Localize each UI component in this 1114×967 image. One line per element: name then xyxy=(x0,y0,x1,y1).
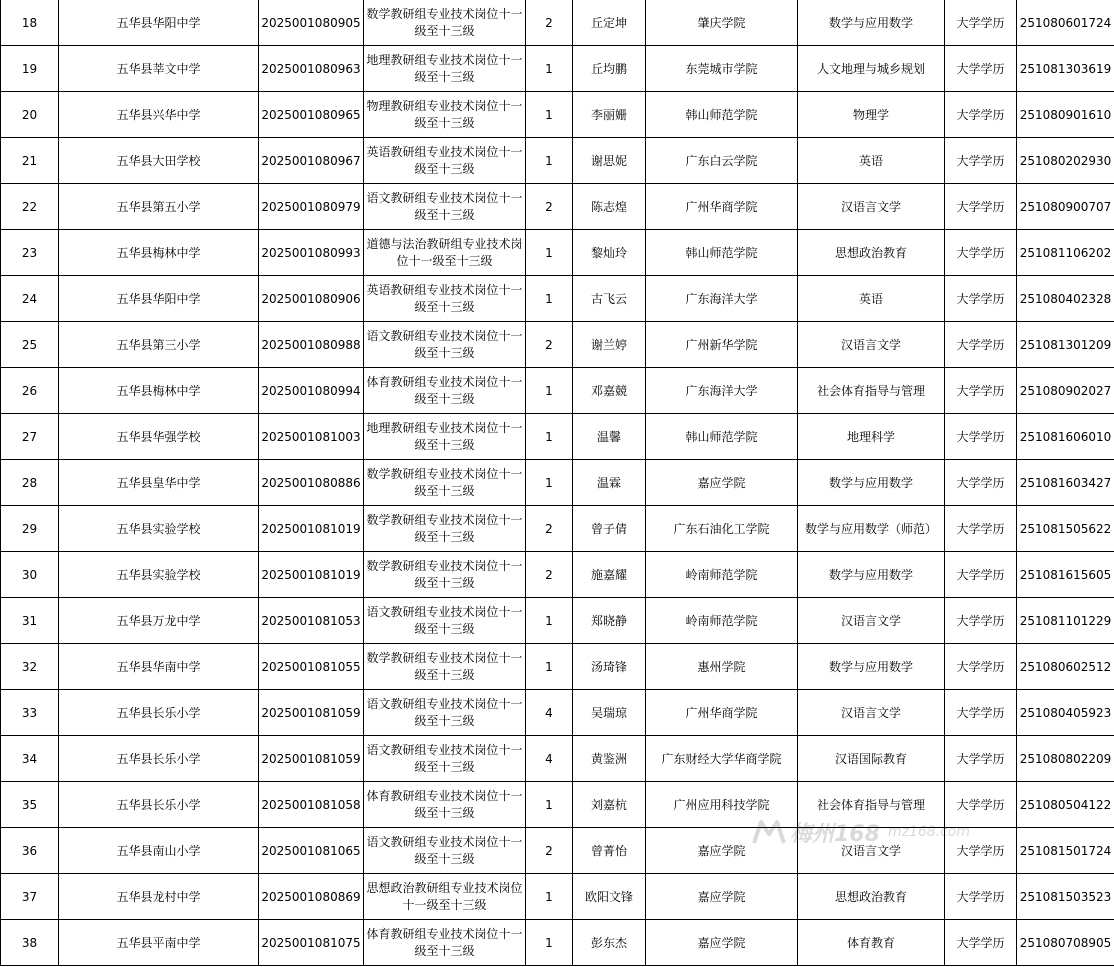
major-cell: 物理学 xyxy=(798,92,945,138)
position-code-cell: 2025001080988 xyxy=(259,322,364,368)
table-row xyxy=(1,782,1114,828)
university-cell: 广东海洋大学 xyxy=(646,368,798,414)
major-cell: 英语 xyxy=(798,138,945,184)
school-cell: 五华县兴华中学 xyxy=(59,92,259,138)
table-row xyxy=(1,46,1114,92)
position-name-cell: 物理教研组专业技术岗位十一级至十三级 xyxy=(364,92,526,138)
education-cell: 大学学历 xyxy=(945,874,1017,920)
row-index-cell: 35 xyxy=(1,782,59,828)
university-cell: 韩山师范学院 xyxy=(646,92,798,138)
education-cell: 大学学历 xyxy=(945,736,1017,782)
row-index-cell: 29 xyxy=(1,506,59,552)
row-index-cell: 18 xyxy=(1,0,59,46)
education-cell: 大学学历 xyxy=(945,368,1017,414)
quota-cell: 2 xyxy=(526,552,573,598)
major-cell: 思想政治教育 xyxy=(798,230,945,276)
table-row xyxy=(1,598,1114,644)
school-cell: 五华县南山小学 xyxy=(59,828,259,874)
education-cell: 大学学历 xyxy=(945,552,1017,598)
position-name-cell: 数学教研组专业技术岗位十一级至十三级 xyxy=(364,644,526,690)
candidate-name-cell: 谢兰婷 xyxy=(573,322,646,368)
position-code-cell: 2025001080979 xyxy=(259,184,364,230)
exam-number-cell: 251081106202 xyxy=(1017,230,1114,276)
education-cell: 大学学历 xyxy=(945,414,1017,460)
position-name-cell: 地理教研组专业技术岗位十一级至十三级 xyxy=(364,414,526,460)
position-name-cell: 英语教研组专业技术岗位十一级至十三级 xyxy=(364,138,526,184)
university-cell: 嘉应学院 xyxy=(646,874,798,920)
exam-number-cell: 251080602512 xyxy=(1017,644,1114,690)
row-index-cell: 34 xyxy=(1,736,59,782)
row-index-cell: 26 xyxy=(1,368,59,414)
university-cell: 广州华商学院 xyxy=(646,690,798,736)
position-code-cell: 2025001080886 xyxy=(259,460,364,506)
candidate-name-cell: 邓嘉競 xyxy=(573,368,646,414)
exam-number-cell: 251081501724 xyxy=(1017,828,1114,874)
school-cell: 五华县实验学校 xyxy=(59,552,259,598)
candidate-name-cell: 黎灿玲 xyxy=(573,230,646,276)
exam-number-cell: 251080901610 xyxy=(1017,92,1114,138)
school-cell: 五华县实验学校 xyxy=(59,506,259,552)
university-cell: 岭南师范学院 xyxy=(646,552,798,598)
university-cell: 广州新华学院 xyxy=(646,322,798,368)
exam-number-cell: 251080708905 xyxy=(1017,920,1114,966)
candidate-name-cell: 汤琦锋 xyxy=(573,644,646,690)
school-cell: 五华县长乐小学 xyxy=(59,782,259,828)
major-cell: 汉语言文学 xyxy=(798,598,945,644)
school-cell: 五华县华阳中学 xyxy=(59,0,259,46)
exam-number-cell: 251081503523 xyxy=(1017,874,1114,920)
education-cell: 大学学历 xyxy=(945,828,1017,874)
school-cell: 五华县万龙中学 xyxy=(59,598,259,644)
school-cell: 五华县平南中学 xyxy=(59,920,259,966)
major-cell: 数学与应用数学（师范） xyxy=(798,506,945,552)
candidate-name-cell: 施嘉耀 xyxy=(573,552,646,598)
position-code-cell: 2025001081058 xyxy=(259,782,364,828)
row-index-cell: 27 xyxy=(1,414,59,460)
position-code-cell: 2025001080965 xyxy=(259,92,364,138)
row-index-cell: 20 xyxy=(1,92,59,138)
education-cell: 大学学历 xyxy=(945,460,1017,506)
candidate-name-cell: 吴瑞琼 xyxy=(573,690,646,736)
candidate-name-cell: 欧阳文锋 xyxy=(573,874,646,920)
table-row xyxy=(1,460,1114,506)
university-cell: 岭南师范学院 xyxy=(646,598,798,644)
education-cell: 大学学历 xyxy=(945,92,1017,138)
row-index-cell: 36 xyxy=(1,828,59,874)
position-code-cell: 2025001081019 xyxy=(259,552,364,598)
exam-number-cell: 251081606010 xyxy=(1017,414,1114,460)
row-index-cell: 38 xyxy=(1,920,59,966)
exam-number-cell: 251080902027 xyxy=(1017,368,1114,414)
table-row xyxy=(1,92,1114,138)
university-cell: 肇庆学院 xyxy=(646,0,798,46)
quota-cell: 1 xyxy=(526,782,573,828)
exam-number-cell: 251080802209 xyxy=(1017,736,1114,782)
position-code-cell: 2025001081053 xyxy=(259,598,364,644)
watermark-url: mz168.com xyxy=(887,824,970,840)
position-code-cell: 2025001081019 xyxy=(259,506,364,552)
university-cell: 嘉应学院 xyxy=(646,828,798,874)
quota-cell: 1 xyxy=(526,276,573,322)
candidate-name-cell: 丘定坤 xyxy=(573,0,646,46)
school-cell: 五华县梅林中学 xyxy=(59,230,259,276)
quota-cell: 1 xyxy=(526,92,573,138)
position-name-cell: 道德与法治教研组专业技术岗位十一级至十三级 xyxy=(364,230,526,276)
quota-cell: 2 xyxy=(526,506,573,552)
education-cell: 大学学历 xyxy=(945,782,1017,828)
quota-cell: 1 xyxy=(526,644,573,690)
university-cell: 广东石油化工学院 xyxy=(646,506,798,552)
position-name-cell: 体育教研组专业技术岗位十一级至十三级 xyxy=(364,782,526,828)
major-cell: 数学与应用数学 xyxy=(798,552,945,598)
major-cell: 社会体育指导与管理 xyxy=(798,782,945,828)
candidate-name-cell: 谢思妮 xyxy=(573,138,646,184)
position-name-cell: 数学教研组专业技术岗位十一级至十三级 xyxy=(364,552,526,598)
position-code-cell: 2025001081055 xyxy=(259,644,364,690)
school-cell: 五华县长乐小学 xyxy=(59,690,259,736)
exam-number-cell: 251080601724 xyxy=(1017,0,1114,46)
quota-cell: 1 xyxy=(526,368,573,414)
position-name-cell: 数学教研组专业技术岗位十一级至十三级 xyxy=(364,0,526,46)
row-index-cell: 22 xyxy=(1,184,59,230)
position-code-cell: 2025001080967 xyxy=(259,138,364,184)
table-row xyxy=(1,644,1114,690)
table-row xyxy=(1,230,1114,276)
watermark-text: 梅州168 xyxy=(790,821,880,847)
education-cell: 大学学历 xyxy=(945,920,1017,966)
position-name-cell: 体育教研组专业技术岗位十一级至十三级 xyxy=(364,368,526,414)
quota-cell: 4 xyxy=(526,736,573,782)
table-row xyxy=(1,874,1114,920)
quota-cell: 1 xyxy=(526,414,573,460)
exam-number-cell: 251080202930 xyxy=(1017,138,1114,184)
position-name-cell: 思想政治教研组专业技术岗位十一级至十三级 xyxy=(364,874,526,920)
candidate-name-cell: 曾子倩 xyxy=(573,506,646,552)
education-cell: 大学学历 xyxy=(945,0,1017,46)
candidate-name-cell: 彭东杰 xyxy=(573,920,646,966)
table-row xyxy=(1,368,1114,414)
university-cell: 韩山师范学院 xyxy=(646,414,798,460)
position-code-cell: 2025001081059 xyxy=(259,736,364,782)
table-row xyxy=(1,828,1114,874)
education-cell: 大学学历 xyxy=(945,506,1017,552)
row-index-cell: 32 xyxy=(1,644,59,690)
major-cell: 数学与应用数学 xyxy=(798,644,945,690)
quota-cell: 1 xyxy=(526,460,573,506)
university-cell: 韩山师范学院 xyxy=(646,230,798,276)
candidate-name-cell: 古飞云 xyxy=(573,276,646,322)
university-cell: 广东白云学院 xyxy=(646,138,798,184)
position-name-cell: 地理教研组专业技术岗位十一级至十三级 xyxy=(364,46,526,92)
university-cell: 广东海洋大学 xyxy=(646,276,798,322)
exam-number-cell: 251081615605 xyxy=(1017,552,1114,598)
position-code-cell: 2025001081003 xyxy=(259,414,364,460)
candidate-name-cell: 李丽姗 xyxy=(573,92,646,138)
table-row xyxy=(1,0,1114,46)
exam-number-cell: 251080405923 xyxy=(1017,690,1114,736)
exam-number-cell: 251080900707 xyxy=(1017,184,1114,230)
education-cell: 大学学历 xyxy=(945,322,1017,368)
quota-cell: 2 xyxy=(526,828,573,874)
school-cell: 五华县第五小学 xyxy=(59,184,259,230)
university-cell: 广州应用科技学院 xyxy=(646,782,798,828)
position-code-cell: 2025001081065 xyxy=(259,828,364,874)
position-name-cell: 体育教研组专业技术岗位十一级至十三级 xyxy=(364,920,526,966)
quota-cell: 1 xyxy=(526,138,573,184)
university-cell: 嘉应学院 xyxy=(646,460,798,506)
row-index-cell: 28 xyxy=(1,460,59,506)
row-index-cell: 25 xyxy=(1,322,59,368)
row-index-cell: 37 xyxy=(1,874,59,920)
education-cell: 大学学历 xyxy=(945,690,1017,736)
position-name-cell: 语文教研组专业技术岗位十一级至十三级 xyxy=(364,690,526,736)
position-name-cell: 语文教研组专业技术岗位十一级至十三级 xyxy=(364,828,526,874)
candidate-name-cell: 陈志煌 xyxy=(573,184,646,230)
position-code-cell: 2025001080906 xyxy=(259,276,364,322)
position-code-cell: 2025001080869 xyxy=(259,874,364,920)
quota-cell: 1 xyxy=(526,874,573,920)
position-name-cell: 英语教研组专业技术岗位十一级至十三级 xyxy=(364,276,526,322)
school-cell: 五华县莘文中学 xyxy=(59,46,259,92)
position-code-cell: 2025001080993 xyxy=(259,230,364,276)
major-cell: 数学与应用数学 xyxy=(798,0,945,46)
university-cell: 东莞城市学院 xyxy=(646,46,798,92)
university-cell: 广东财经大学华商学院 xyxy=(646,736,798,782)
school-cell: 五华县龙村中学 xyxy=(59,874,259,920)
school-cell: 五华县第三小学 xyxy=(59,322,259,368)
position-code-cell: 2025001080994 xyxy=(259,368,364,414)
position-code-cell: 2025001080905 xyxy=(259,0,364,46)
major-cell: 汉语言文学 xyxy=(798,690,945,736)
education-cell: 大学学历 xyxy=(945,138,1017,184)
quota-cell: 2 xyxy=(526,322,573,368)
row-index-cell: 24 xyxy=(1,276,59,322)
position-code-cell: 2025001081059 xyxy=(259,690,364,736)
table-row xyxy=(1,414,1114,460)
table-row xyxy=(1,552,1114,598)
school-cell: 五华县华南中学 xyxy=(59,644,259,690)
major-cell: 汉语言文学 xyxy=(798,322,945,368)
quota-cell: 1 xyxy=(526,920,573,966)
exam-number-cell: 251080402328 xyxy=(1017,276,1114,322)
table-row xyxy=(1,690,1114,736)
position-name-cell: 语文教研组专业技术岗位十一级至十三级 xyxy=(364,322,526,368)
row-index-cell: 19 xyxy=(1,46,59,92)
exam-number-cell: 251080504122 xyxy=(1017,782,1114,828)
table-row xyxy=(1,138,1114,184)
university-cell: 嘉应学院 xyxy=(646,920,798,966)
quota-cell: 1 xyxy=(526,230,573,276)
education-cell: 大学学历 xyxy=(945,46,1017,92)
candidate-name-cell: 温霖 xyxy=(573,460,646,506)
position-name-cell: 语文教研组专业技术岗位十一级至十三级 xyxy=(364,184,526,230)
school-cell: 五华县梅林中学 xyxy=(59,368,259,414)
school-cell: 五华县华阳中学 xyxy=(59,276,259,322)
candidate-name-cell: 黄鉴洲 xyxy=(573,736,646,782)
row-index-cell: 21 xyxy=(1,138,59,184)
exam-number-cell: 251081603427 xyxy=(1017,460,1114,506)
quota-cell: 1 xyxy=(526,46,573,92)
position-code-cell: 2025001080963 xyxy=(259,46,364,92)
education-cell: 大学学历 xyxy=(945,644,1017,690)
major-cell: 思想政治教育 xyxy=(798,874,945,920)
table-row xyxy=(1,184,1114,230)
row-index-cell: 23 xyxy=(1,230,59,276)
candidate-name-cell: 温馨 xyxy=(573,414,646,460)
university-cell: 广州华商学院 xyxy=(646,184,798,230)
position-code-cell: 2025001081075 xyxy=(259,920,364,966)
major-cell: 汉语言文学 xyxy=(798,828,945,874)
quota-cell: 1 xyxy=(526,598,573,644)
exam-number-cell: 251081101229 xyxy=(1017,598,1114,644)
quota-cell: 4 xyxy=(526,690,573,736)
school-cell: 五华县华强学校 xyxy=(59,414,259,460)
university-cell: 惠州学院 xyxy=(646,644,798,690)
major-cell: 汉语国际教育 xyxy=(798,736,945,782)
position-name-cell: 语文教研组专业技术岗位十一级至十三级 xyxy=(364,598,526,644)
major-cell: 数学与应用数学 xyxy=(798,460,945,506)
row-index-cell: 31 xyxy=(1,598,59,644)
exam-number-cell: 251081303619 xyxy=(1017,46,1114,92)
row-index-cell: 33 xyxy=(1,690,59,736)
quota-cell: 2 xyxy=(526,0,573,46)
major-cell: 英语 xyxy=(798,276,945,322)
table-body xyxy=(1,0,1114,966)
table-row xyxy=(1,736,1114,782)
table-row xyxy=(1,322,1114,368)
exam-number-cell: 251081505622 xyxy=(1017,506,1114,552)
table-row xyxy=(1,506,1114,552)
education-cell: 大学学历 xyxy=(945,276,1017,322)
exam-number-cell: 251081301209 xyxy=(1017,322,1114,368)
position-name-cell: 数学教研组专业技术岗位十一级至十三级 xyxy=(364,460,526,506)
candidate-name-cell: 丘均鹏 xyxy=(573,46,646,92)
major-cell: 社会体育指导与管理 xyxy=(798,368,945,414)
table-row xyxy=(1,920,1114,966)
school-cell: 五华县皇华中学 xyxy=(59,460,259,506)
position-name-cell: 语文教研组专业技术岗位十一级至十三级 xyxy=(364,736,526,782)
education-cell: 大学学历 xyxy=(945,184,1017,230)
row-index-cell: 30 xyxy=(1,552,59,598)
position-name-cell: 数学教研组专业技术岗位十一级至十三级 xyxy=(364,506,526,552)
major-cell: 汉语言文学 xyxy=(798,184,945,230)
candidate-name-cell: 刘嘉杭 xyxy=(573,782,646,828)
candidate-name-cell: 郑晓静 xyxy=(573,598,646,644)
candidate-name-cell: 曾菁怡 xyxy=(573,828,646,874)
school-cell: 五华县长乐小学 xyxy=(59,736,259,782)
major-cell: 体育教育 xyxy=(798,920,945,966)
major-cell: 人文地理与城乡规划 xyxy=(798,46,945,92)
quota-cell: 2 xyxy=(526,184,573,230)
school-cell: 五华县大田学校 xyxy=(59,138,259,184)
education-cell: 大学学历 xyxy=(945,598,1017,644)
major-cell: 地理科学 xyxy=(798,414,945,460)
table-row xyxy=(1,276,1114,322)
education-cell: 大学学历 xyxy=(945,230,1017,276)
